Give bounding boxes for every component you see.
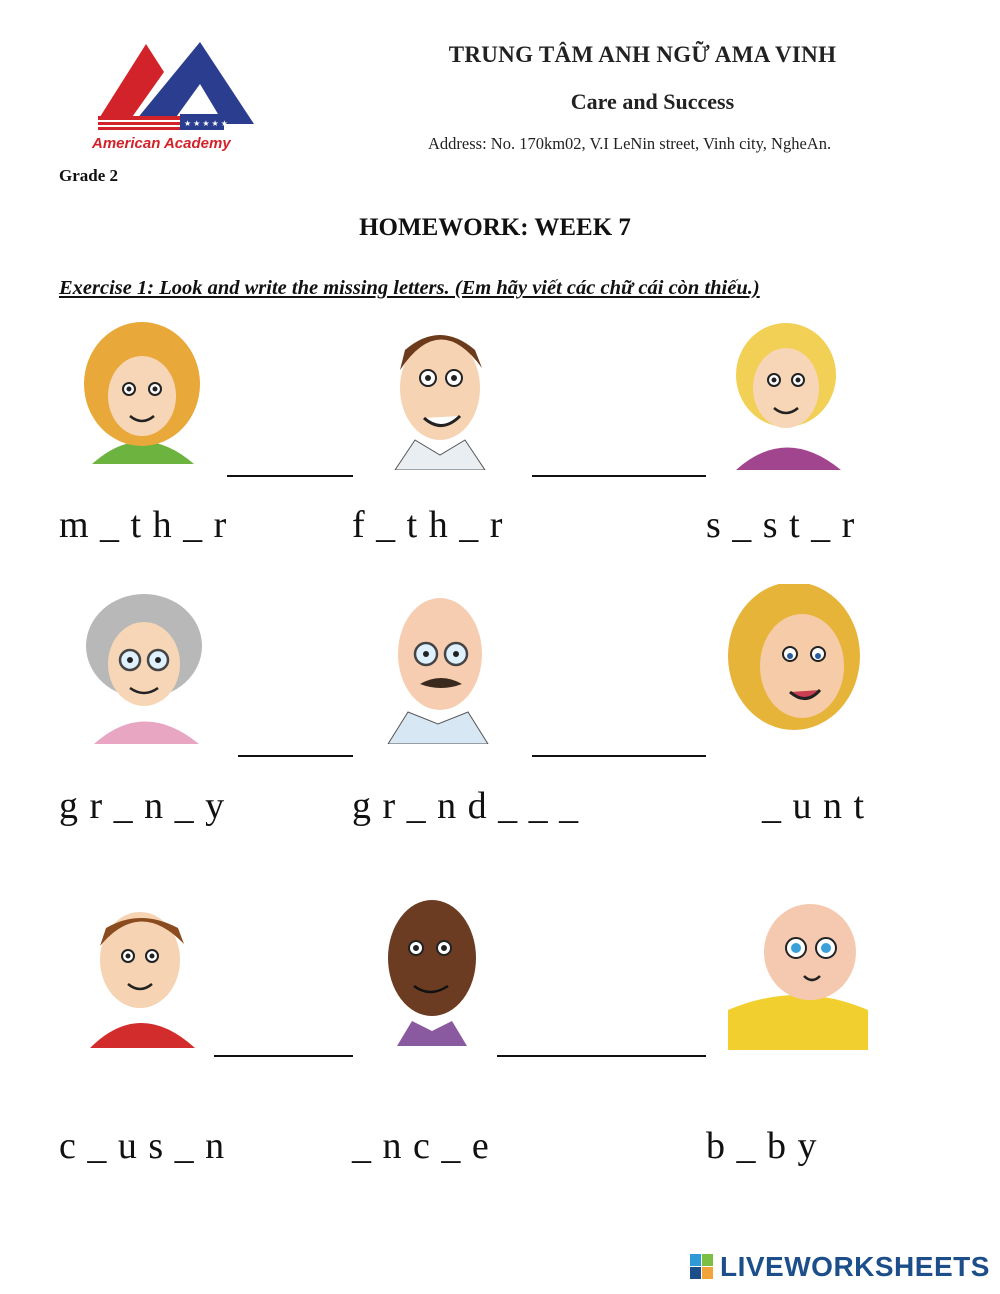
word-uncle: _ n c _ e [352, 1125, 490, 1167]
slogan: Care and Success [570, 89, 735, 114]
answer-blank-6[interactable] [497, 1055, 706, 1057]
answer-blank-1[interactable] [227, 475, 353, 477]
word-sister: s _ s t _ r [706, 504, 856, 546]
word-baby: b _ b y [706, 1125, 818, 1167]
father-picture [360, 310, 520, 470]
american-academy-logo [88, 38, 263, 156]
word-cousin: c _ u s _ n [59, 1125, 226, 1167]
grandpa-picture [358, 584, 518, 744]
word-aunt: _ u n t [762, 785, 866, 827]
uncle-picture [352, 886, 512, 1046]
baby-picture [718, 890, 878, 1050]
liveworksheets-footer[interactable] [690, 1250, 990, 1284]
homework-title: HOMEWORK: WEEK 7 [359, 214, 631, 241]
exercise-title: Exercise 1: Look and write the missing letters. (Em hãy viết các chữ cái còn thiếu.) [59, 277, 760, 299]
granny-picture [64, 584, 224, 744]
sister-picture [706, 310, 866, 470]
svg-text:★ ★ ★ ★ ★: ★ ★ ★ ★ ★ [184, 119, 228, 128]
answer-blank-5[interactable] [214, 1055, 353, 1057]
answer-blank-4[interactable] [532, 755, 706, 757]
answer-blank-2[interactable] [532, 475, 706, 477]
mother-picture [62, 314, 222, 474]
grade-label: Grade 2 [59, 166, 119, 185]
liveworksheets-logo-icon [690, 1254, 714, 1280]
word-granny: g r _ n _ y [59, 785, 226, 827]
liveworksheets-brand: LIVEWORKSHEETS [720, 1251, 990, 1282]
cousin-picture [60, 888, 220, 1048]
logo-text: American Academy [92, 135, 231, 152]
word-grandpa: g r _ n d _ _ _ [352, 785, 580, 827]
address: Address: No. 170km02, V.I LeNin street, Vinh city, NgheAn. [428, 134, 832, 153]
word-mother: m _ t h _ r [59, 504, 228, 546]
aunt-picture [714, 584, 874, 744]
center-name: TRUNG TÂM ANH NGỮ AMA VINH [448, 42, 837, 67]
answer-blank-3[interactable] [238, 755, 353, 757]
word-father: f _ t h _ r [352, 504, 504, 546]
